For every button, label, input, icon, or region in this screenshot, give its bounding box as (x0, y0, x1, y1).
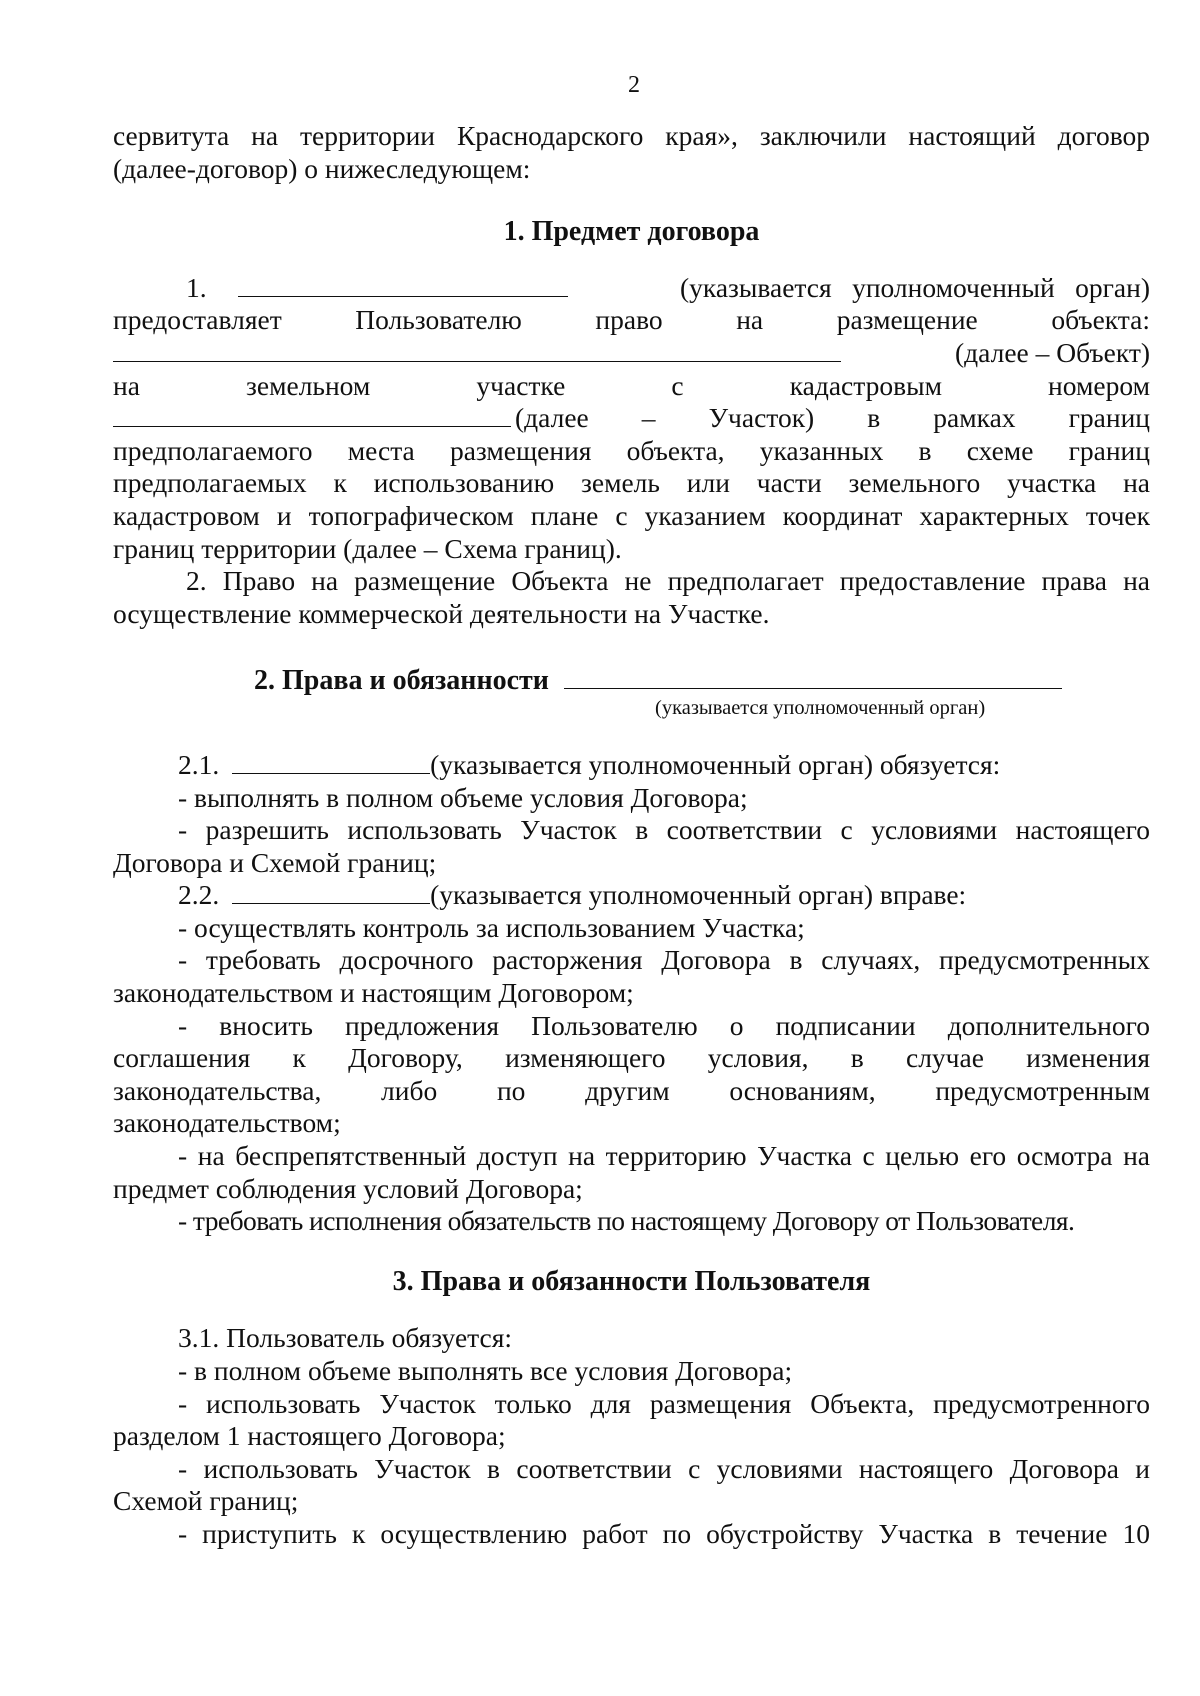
p22-number: 2.2. (178, 879, 220, 911)
p22-b-line-1: - требовать досрочного расторжения Договора в случаях, предусмотренных (178, 944, 1150, 976)
cadastral-number-blank (113, 402, 511, 427)
p22-d-line-1: - на беспрепятственный доступ на территорию Участка с целью его осмотра на (178, 1140, 1150, 1172)
p31-a: - в полном объеме выполнять все условия Договора; (178, 1355, 793, 1386)
section-2-title-row (113, 664, 1150, 697)
p31-c-line-2: Схемой границ; (113, 1485, 299, 1517)
p22-line (113, 879, 1150, 912)
p21-a: - выполнять в полном объеме условия Договора; (178, 781, 748, 813)
p22-e: - требовать исполнения обязательств по настоящему Договору от Пользователя. (178, 1205, 1075, 1237)
p21-b-line-1: - разрешить использовать Участок в соответствии с условиями настоящего (178, 814, 1150, 846)
item-1-line-4: на земельном участке с кадастровым номером (113, 369, 1150, 401)
p22-a: - осуществлять контроль за использованием Участка; (178, 911, 805, 943)
p31-d-line-1: - приступить к осуществлению работ по обустройству Участка в течение 10 (178, 1517, 1150, 1549)
item-1-object-note: (далее – Объект) (955, 336, 1150, 368)
item-1-line-2: предоставляет Пользователю право на размещение объекта: (113, 304, 1150, 336)
section-2-title: 2. Права и обязанности (254, 665, 549, 697)
p22-c-line-2: соглашения к Договору, изменяющего условия, в случае изменения (113, 1042, 1150, 1074)
p22-b-line-2: законодательством и настоящим Договором; (113, 977, 634, 1009)
section-1-title: 1. Предмет договора (503, 216, 760, 248)
item-1-number: 1. (186, 271, 207, 303)
page-number: 2 (628, 72, 640, 98)
item-1-line-3 (113, 337, 1150, 370)
p22-blank (232, 879, 430, 904)
p22-c-line-1: - вносить предложения Пользователю о подписании дополнительного (178, 1009, 1150, 1041)
item-1-line-5 (113, 402, 1150, 435)
p22-c-line-3: законодательства, либо по другим основаниям, предусмотренным (113, 1074, 1150, 1106)
section-3-title: 3. Права и обязанности Пользователя (392, 1265, 871, 1297)
p21-number: 2.1. (178, 748, 220, 780)
p21-line (113, 749, 1150, 782)
item-1-authority-note: (указывается уполномоченный орган) (680, 271, 1150, 303)
p21-tail: (указывается уполномоченный орган) обязуется: (430, 748, 1001, 780)
item-1-line-8: кадастровом и топографическом плане с указанием координат характерных точек (113, 499, 1150, 531)
p21-blank (232, 749, 430, 774)
p31-b-line-2: разделом 1 настоящего Договора; (113, 1420, 506, 1452)
item-2-line-2: осуществление коммерческой деятельности на Участке. (113, 597, 770, 629)
intro-line-1: сервитута на территории Краснодарского края», заключили настоящий договор (113, 120, 1150, 151)
p31-line: 3.1. Пользователь обязуется: (178, 1322, 513, 1354)
authority-blank (238, 272, 568, 297)
document-body (113, 120, 1150, 1551)
section-2-authority-blank (564, 664, 1062, 689)
section-2-title-caption: (указывается уполномоченный орган) (655, 696, 986, 719)
item-1-parcel-note: (далее – Участок) в рамках границ (515, 402, 1150, 434)
p22-d-line-2: предмет соблюдения условий Договора; (113, 1172, 583, 1204)
p22-c-line-4: законодательством; (113, 1107, 341, 1139)
p31-c-line-1: - использовать Участок в соответствии с условиями настоящего Договора и (178, 1452, 1150, 1484)
object-blank (113, 337, 841, 362)
p31-b-line-1: - использовать Участок только для размещения Объекта, предусмотренного (178, 1387, 1150, 1419)
item-1-line-7: предполагаемых к использованию земель или части земельного участка на (113, 467, 1150, 499)
item-1-line-1 (113, 272, 1150, 305)
item-1-line-9: границ территории (далее – Схема границ). (113, 532, 622, 564)
item-1-line-6: предполагаемого места размещения объекта, указанных в схеме границ (113, 434, 1150, 466)
intro-line-2: (далее-договор) о нижеследующем: (113, 152, 531, 184)
p22-tail: (указывается уполномоченный орган) вправе: (430, 879, 967, 911)
item-2-line-1: 2. Право на размещение Объекта не предполагает предоставление права на (186, 565, 1150, 597)
p21-b-line-2: Договора и Схемой границ; (113, 846, 437, 878)
